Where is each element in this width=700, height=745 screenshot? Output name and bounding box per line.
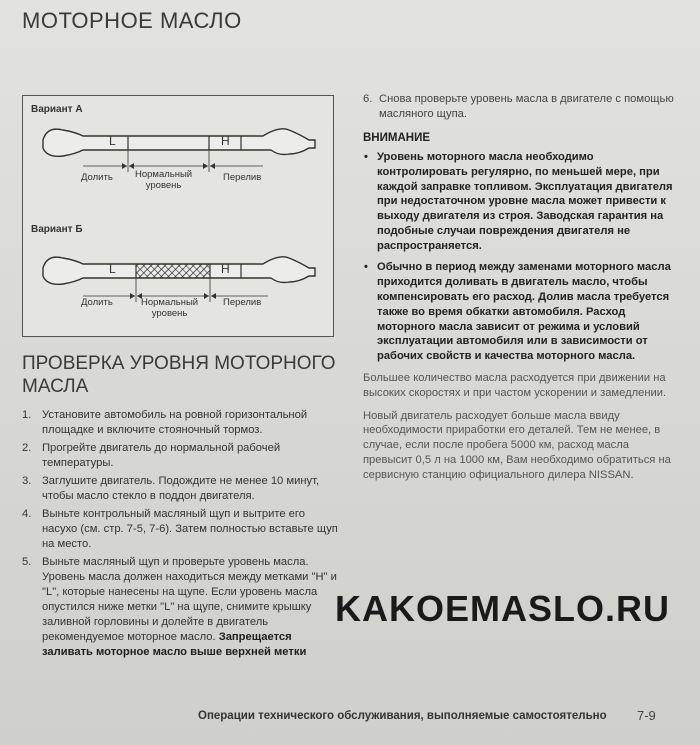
warning-bullet-2 [363,260,681,363]
step-number: 6. [363,93,373,105]
label-over-b: Перелив [223,297,262,308]
step-4 [22,507,338,552]
label-over-a: Перелив [223,172,262,183]
step-number: 5. [22,556,32,568]
info-paragraph-1: Большее количество масла расходуется при движении на высоких скоростях и при частом ускорении и замедлении. [363,371,667,399]
mark-low-b: L [109,262,116,276]
step-text: Прогрейте двигатель до нормальной рабочей температуры. [42,442,281,469]
label-add-b: Долить [81,297,113,308]
steps-list [22,408,338,663]
step-text: Установите автомобиль на ровной горизонтальной площадке и включите стояночный тормоз. [42,409,308,436]
dipstick-figure [22,95,334,337]
watermark: KAKOEMASLO.RU [335,588,670,629]
label-normal-b: Нормальный уровень [141,297,199,319]
step-3 [22,474,338,504]
step-number: 1. [22,409,32,421]
warning-bullet-1 [363,150,681,253]
step-text: Снова проверьте уровень масла в двигателе с помощью масляного щупа. [379,93,674,120]
step-warning-bold: Запрещается заливать моторное масло выше верхней метки [42,631,307,658]
step-text: Заглушите двигатель. Подождите не менее 10 минут, чтобы масло стекло в поддон двигателя. [42,475,320,502]
variant-b-label: Вариант Б [31,224,83,235]
dipstick-b [43,257,315,302]
step-number: 3. [22,475,32,487]
dipstick-a [43,129,315,172]
bullet-dot: • [364,151,368,163]
step-5 [22,555,338,660]
step-text: Выньте контрольный масляный щуп и вытрите его насухо (см. стр. 7-5, 7-6). Затем полностью вставьте щуп на место. [42,508,338,550]
mark-low-a: L [109,134,116,148]
page-number: 7-9 [637,708,656,723]
footer-text: Операции технического обслуживания, выполняемые самостоятельно [198,710,607,722]
bullet-text: Уровень моторного масла необходимо контролировать регулярно, по меньшей мере, при каждой заправке топливом. Эксплуатация двигателя при недостаточном уровне масла может привести к выходу двигателя из строя. Заводская гарантия на подобные случаи повреждения двигателя не распространяется. [377,151,673,252]
step-1 [22,408,338,438]
bullet-dot: • [364,261,368,274]
right-column [363,92,681,490]
label-normal-a: Нормальный уровень [135,169,193,191]
mark-high-a: H [221,134,230,148]
page-title: МОТОРНОЕ МАСЛО [22,8,242,33]
bullet-text: Обычно в период между заменами моторного масла приходится доливать в двигатель масло, чтобы компенсировать его расход. Долив масла требуется также во время обкатки автомобиля. Расход моторного масла зависит от режима и условий эксплуатации автомобиля или в зависимости от рабочих свойств и качества моторного масла. [377,261,671,363]
step-text: Выньте масляный щуп и проверьте уровень масла. Уровень масла должен находиться между метками "H" и "L", которые нанесены на щупе. Если уровень масла опустился ниже метки "L" на щупе, снимите крышку заливной горловины и долейте в двигатель рекомендуемое моторное масло. [42,556,337,643]
info-paragraph-2: Новый двигатель расходует больше масла ввиду необходимости приработки его деталей. Тем не менее, в случае, если после пробега 5000 км, расход масла превысит 0,5 л на 1000 км, Вам необходимо обратиться на сервисную станцию официального дилера NISSAN. [363,409,671,481]
label-add-a: Долить [81,172,113,183]
step-number: 4. [22,508,32,520]
step-number: 2. [22,442,32,454]
section-heading: ПРОВЕРКА УРОВНЯ МОТОРНОГО МАСЛА [22,353,336,398]
step-2 [22,441,338,471]
step-6 [363,92,681,122]
mark-high-b: H [221,262,230,276]
warning-title: ВНИМАНИЕ [363,132,431,144]
variant-a-label: Вариант А [31,104,83,115]
